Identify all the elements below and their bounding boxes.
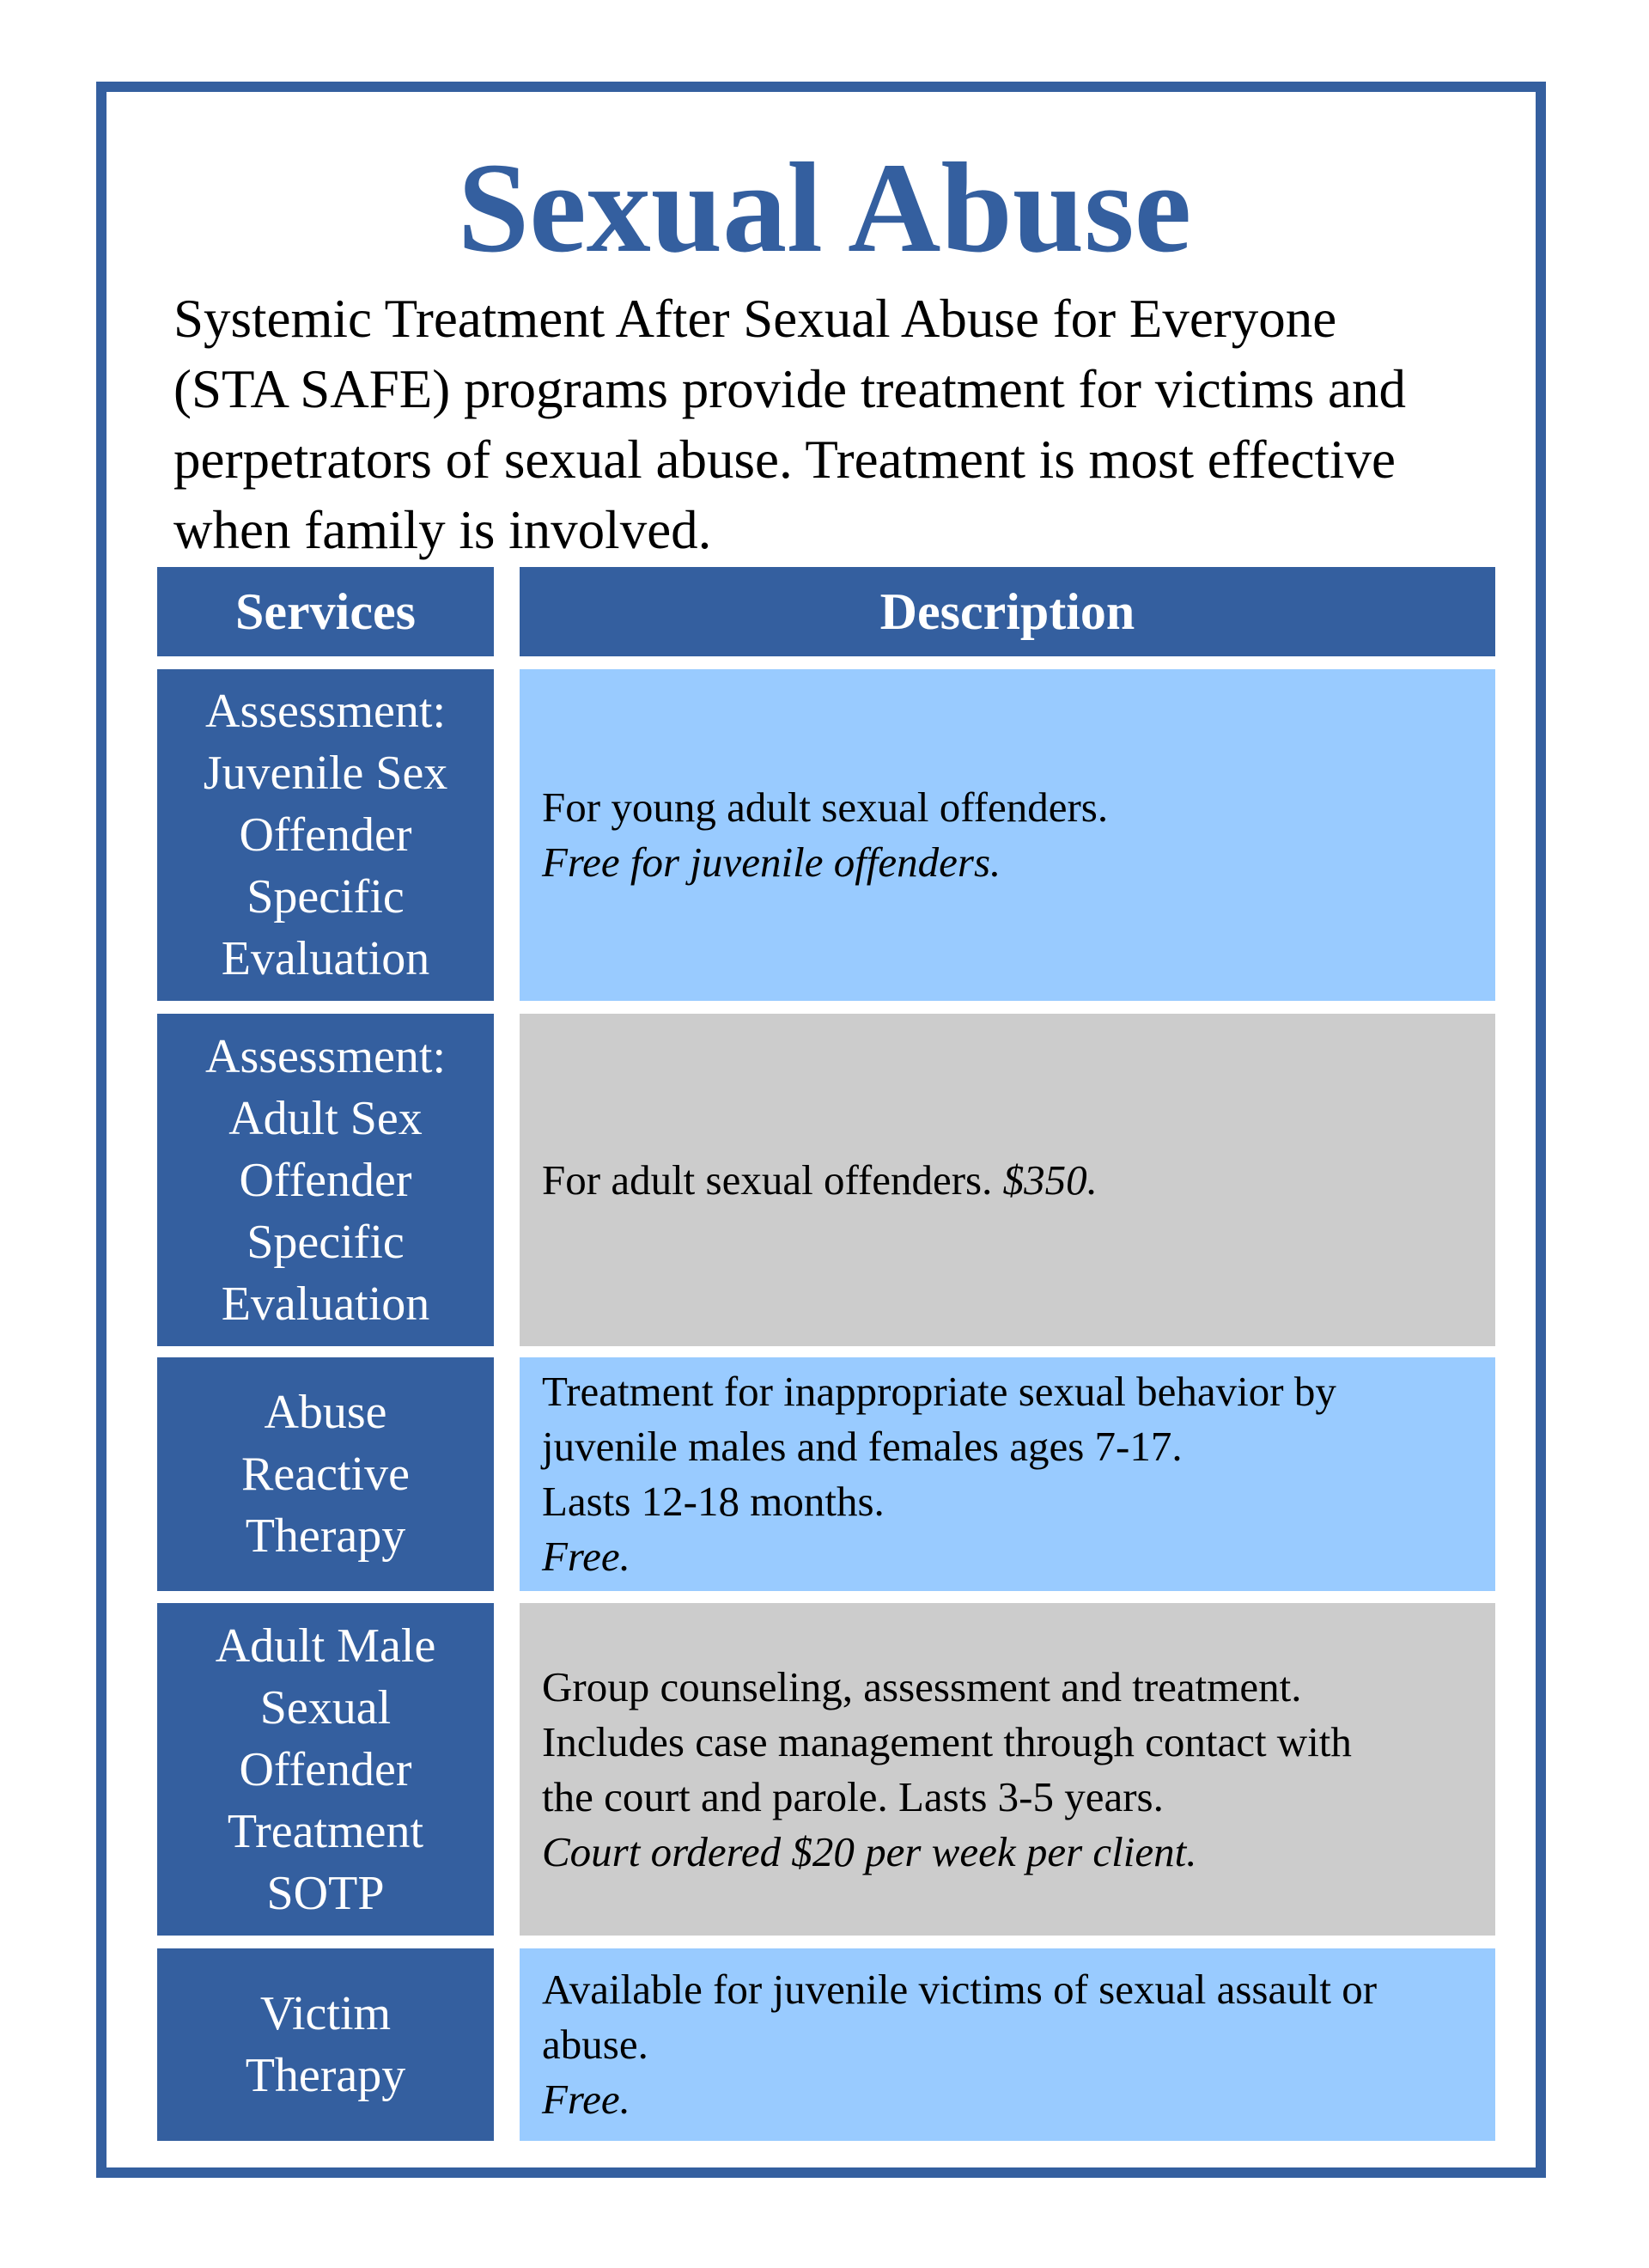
service-line: Offender — [239, 1153, 412, 1207]
description-line: Includes case management through contact with — [542, 1717, 1352, 1765]
table-row-service — [157, 1603, 494, 1936]
service-line: Evaluation — [221, 1277, 430, 1331]
description-text — [542, 780, 1108, 890]
description-text — [542, 1660, 1352, 1880]
service-line: Juvenile Sex — [203, 747, 448, 800]
table-row-description — [520, 1948, 1495, 2141]
service-line: Abuse — [264, 1386, 387, 1439]
service-line: Therapy — [245, 2049, 406, 2102]
description-line: juvenile males and females ages 7-17. — [542, 1423, 1183, 1470]
description-text — [542, 1364, 1336, 1584]
table-row-service — [157, 1948, 494, 2141]
intro-line: Systemic Treatment After Sexual Abuse for Everyone — [173, 289, 1337, 349]
service-line: SOTP — [266, 1866, 385, 1920]
description-line: For adult sexual offenders. — [542, 1155, 1003, 1204]
service-name — [246, 1983, 406, 2106]
table-row-service — [157, 1357, 494, 1591]
service-line: Specific — [246, 1215, 405, 1269]
service-line: Victim — [259, 1987, 392, 2040]
service-line: Treatment — [227, 1804, 424, 1858]
intro-line: when family is involved. — [173, 500, 712, 560]
table-row-service — [157, 1014, 494, 1346]
table-row-service — [157, 669, 494, 1001]
service-name — [205, 1026, 446, 1335]
description-line: Group counseling, assessment and treatment. — [542, 1662, 1302, 1710]
table-row-description — [520, 1014, 1495, 1346]
service-line: Sexual — [259, 1680, 392, 1735]
service-line: Offender — [239, 1742, 412, 1796]
description-duration: Lasts 12-18 months. — [542, 1478, 885, 1525]
description-price: Court ordered $20 per week per client. — [542, 1827, 1197, 1875]
description-header — [520, 567, 1495, 656]
description-line — [542, 2017, 1377, 2127]
service-line: Offender — [239, 808, 412, 862]
service-line: Adult Male — [215, 1619, 436, 1673]
description-price: Free. — [542, 2076, 630, 2123]
description-price: $350. — [1002, 1155, 1098, 1204]
services-header-label: Services — [235, 583, 416, 640]
service-name — [216, 1615, 436, 1924]
service-line: Adult Sex — [228, 1091, 423, 1145]
table-row-description — [520, 669, 1495, 1001]
service-name — [241, 1381, 410, 1567]
table-row-description — [520, 1603, 1495, 1936]
description-line — [542, 1474, 1336, 1584]
description-price: Free for juvenile offenders. — [542, 838, 1001, 886]
services-header — [157, 567, 494, 656]
description-header-label: Description — [879, 583, 1135, 640]
description-text — [542, 1153, 1098, 1208]
table-row-description — [520, 1357, 1495, 1591]
service-line: Therapy — [245, 1509, 406, 1563]
description-line: the court and parole. Lasts 3-5 years. — [542, 1772, 1164, 1820]
service-name — [204, 680, 448, 990]
page-title: Sexual Abuse — [457, 137, 1192, 279]
service-line: Assessment: — [205, 1029, 446, 1083]
description-line: Available for juvenile victims of sexual assault or — [542, 1966, 1378, 2013]
description-line: For young adult sexual offenders. — [542, 783, 1109, 831]
description-text-part: abuse. — [542, 2021, 648, 2068]
intro-line: perpetrators of sexual abuse. Treatment is most effective — [173, 430, 1396, 490]
description-price: Free. — [542, 1533, 630, 1580]
description-text — [542, 1962, 1377, 2127]
service-line: Evaluation — [221, 932, 430, 985]
service-line: Reactive — [241, 1448, 410, 1501]
intro-line: (STA SAFE) programs provide treatment for victims and — [173, 359, 1406, 419]
intro-paragraph — [173, 284, 1513, 565]
description-line: Treatment for inappropriate sexual behavior by — [542, 1368, 1336, 1415]
service-line: Assessment: — [205, 685, 446, 738]
service-line: Specific — [246, 870, 405, 924]
